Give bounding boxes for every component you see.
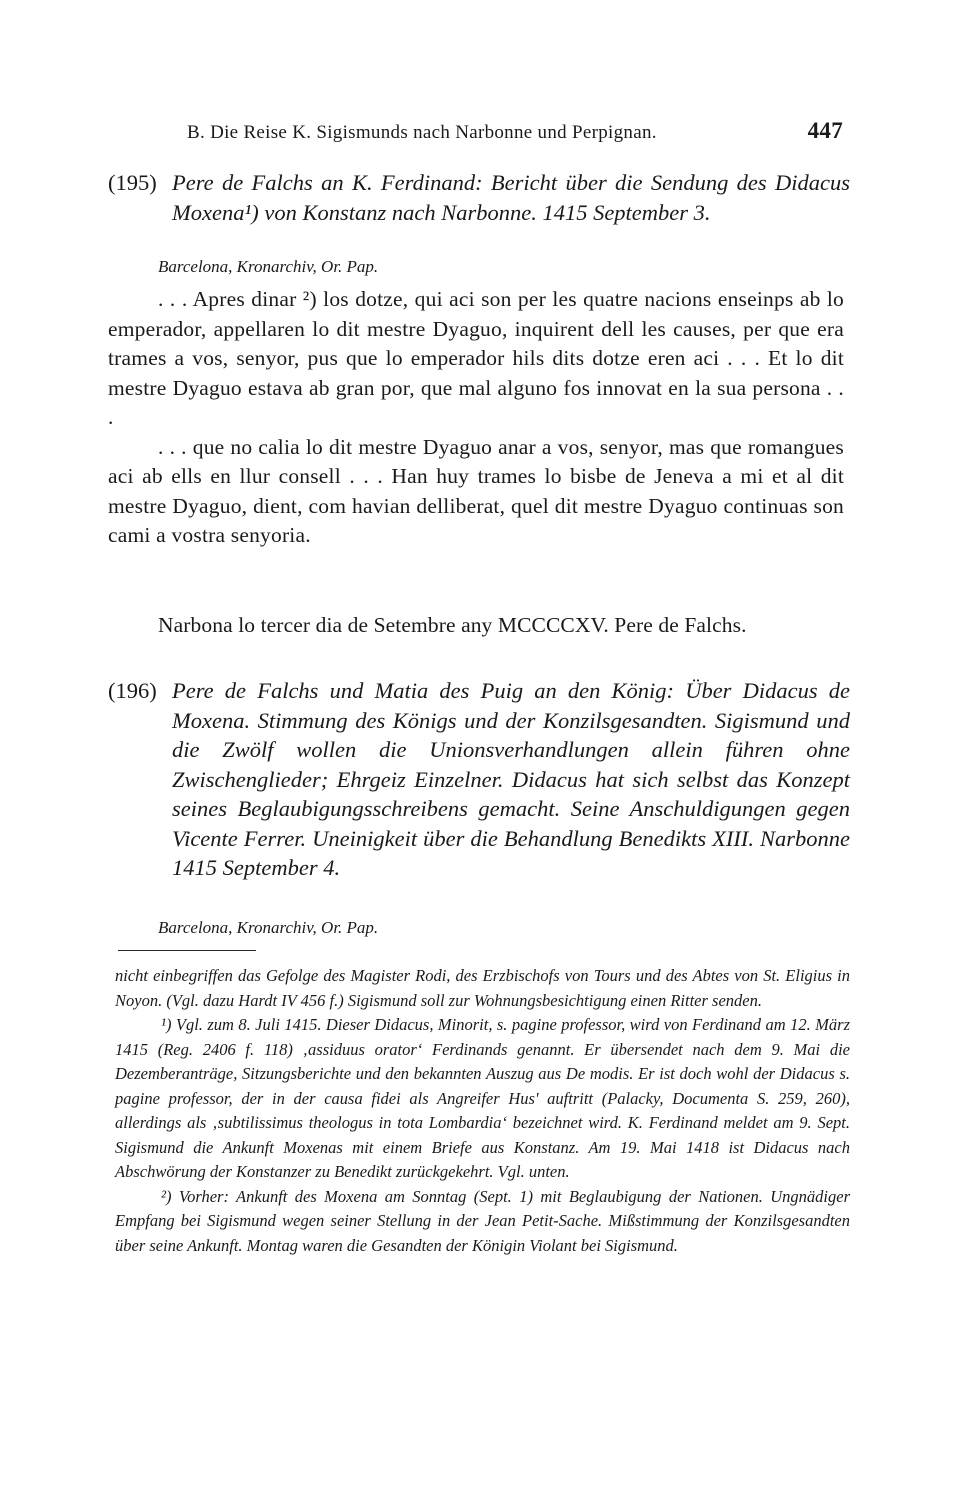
entry-195-title: Pere de Falchs an K. Ferdinand: Bericht über die Sendung des Didacus Moxena¹) von Konstanz nach Narbonne. 1415 September 3. [172,170,850,225]
entry-195-paragraph-1: . . . Apres dinar ²) los dotze, qui aci son per les quatre nacions enseinps ab lo emperador, appellaren lo dit mestre Dyaguo, inquirent dell les causes, per que era trames a vos, senyor, pus que lo emperador hils dits dotze eren aci . . . Et lo dit mestre Dyaguo estava ab gran por, que mal alguno fos innovat en la sua persona . . . [108,287,844,429]
page-number: 447 [807,118,843,143]
entry-196-heading [108,676,850,883]
footnote-divider [118,950,256,951]
entry-195-paragraph-2: . . . que no calia lo dit mestre Dyaguo anar a vos, senyor, mas que romangues aci ab ells en llur consell . . . Han huy trames lo bisbe de Jeneva a mi et al dit mestre Dyaguo, dient, com havian delliberat, quel dit mestre Dyaguo continuas son cami a vostra senyoria. [108,434,844,547]
entry-195-body [108,285,844,551]
entry-196-title: Pere de Falchs und Matia des Puig an den König: Über Didacus de Moxena. Stimmung des Königs und der Konzilsgesandten. Sigismund und die Zwölf wollen die Unionsverhandlungen allein führen ohne Zwischenglieder; Ehrgeiz Einzelner. Didacus hat sich selbst das Konzept seines Beglaubigungsschreibens gemacht. Seine Anschuldigungen gegen Vicente Ferrer. Uneinigkeit über die Behandlung Benedikts XIII. Narbonne 1415 September 4. [172,678,850,880]
running-title: B. Die Reise K. Sigismunds nach Narbonne und Perpignan. [187,122,657,143]
footnote-continuation: nicht einbegriffen das Gefolge des Magister Rodi, des Erzbischofs von Tours und des Abtes von St. Eligius in Noyon. (Vgl. dazu Hardt IV 456 f.) Sigismund soll zur Wohnungsbesichtigung einen Ritter senden. [115,966,850,1010]
entry-195-heading [108,168,850,227]
entry-195-closing: Narbona lo tercer dia de Setembre any MCCCCXV. Pere de Falchs. [158,613,747,637]
entry-195-source: Barcelona, Kronarchiv, Or. Pap. [158,257,379,276]
entry-196-number: (196) [108,678,157,703]
footnote-2: ²) Vorher: Ankunft des Moxena am Sonntag (Sept. 1) mit Beglaubigung der Nationen. Ungnädiger Empfang bei Sigismund wegen seiner Stellung in der Jean Petit-Sache. Mißstimmung der Konzilsgesandten über seine Ankunft. Montag waren die Gesandten der Königin Violant bei Sigismund. [115,1186,850,1255]
running-header [187,118,847,148]
footnote-1: ¹) Vgl. zum 8. Juli 1415. Dieser Didacus, Minorit, s. pagine professor, wird von Ferdinand am 12. März 1415 (Reg. 2406 f. 118) ‚assiduus orator‘ Ferdinands genannt. Er übersendet nach dem 9. Mai die Dezemberanträge, Sitzungsberichte und den bekannten Auszug aus De modis. Er ist doch wohl der Didacus s. pagine professor, der in der causa fidei als Angreifer Hus' auftritt (Palacky, Documenta S. 259, 260), allerdings als ‚subtilissimus theologus in tota Lombardia‘ bezeichnet wird. K. Ferdinand meldet am 9. Sept. Sigismund die Ankunft Moxenas mit einem Briefe aus Konstanz. Am 19. Mai 1418 ist Didacus nach Abschwörung der Konstanzer zu Benedikt zurückgekehrt. Vgl. unten. [115,1015,850,1181]
entry-195-number: (195) [108,170,157,195]
entry-196-source: Barcelona, Kronarchiv, Or. Pap. [158,918,379,937]
footnotes [115,964,850,1258]
